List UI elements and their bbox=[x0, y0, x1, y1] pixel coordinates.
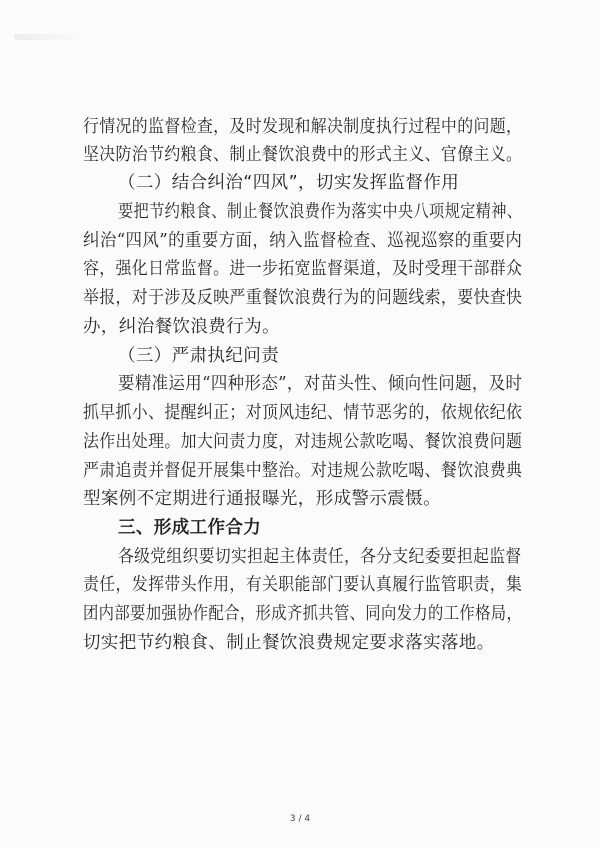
body-line-2: 坚决防治节约粮食、制止餐饮浪费中的形式主义、官僚主义。 bbox=[83, 145, 523, 165]
body-line-19: 切实把节约粮食、制止餐饮浪费规定要求落实落地。 bbox=[83, 633, 495, 653]
body-line-10: 要精准运用“四种形态”，对苗头性、倾向性问题，及时 bbox=[118, 374, 523, 394]
body-line-18: 团内部要加强协作配合，形成齐抓共管、同向发力的工作格局， bbox=[83, 604, 523, 624]
body-line-14: 型案例不定期进行通报曝光，形成警示震慑。 bbox=[83, 489, 441, 509]
subheading-2: （二）结合纠治“四风”，切实发挥监督作用 bbox=[118, 173, 460, 193]
body-line-5: 纠治“四风”的重要方面，纳入监督检查、巡视巡察的重要内 bbox=[83, 231, 523, 251]
body-line-7: 举报，对于涉及反映严重餐饮浪费行为的问题线索，要快查快 bbox=[83, 288, 523, 308]
body-line-12: 法作出处理。加大问责力度，对违规公款吃喝、餐饮浪费问题 bbox=[83, 432, 523, 452]
subheading-3: （三）严肃执纪问责 bbox=[118, 346, 280, 366]
section-heading-3: 三、形成工作合力 bbox=[118, 518, 262, 538]
body-line-17: 责任，发挥带头作用，有关职能部门要认真履行监管职责，集 bbox=[83, 575, 523, 595]
page-number: 3 / 4 bbox=[289, 814, 311, 824]
body-line-16: 各级党组织要切实担起主体责任，各分支纪委要担起监督 bbox=[118, 547, 522, 567]
body-line-4: 要把节约粮食、制止餐饮浪费作为落实中央八项规定精神、 bbox=[118, 202, 523, 222]
body-line-13: 严肃追责并督促开展集中整治。对违规公款吃喝、餐饮浪费典 bbox=[83, 461, 523, 481]
body-line-1: 行情况的监督检查，及时发现和解决制度执行过程中的问题， bbox=[83, 117, 523, 137]
scan-artifact bbox=[14, 34, 84, 40]
body-line-6: 容，强化日常监督。进一步拓宽监督渠道，及时受理干部群众 bbox=[83, 259, 523, 279]
body-line-8: 办，纠治餐饮浪费行为。 bbox=[83, 317, 280, 337]
body-line-11: 抓早抓小、提醒纠正；对顶风违纪、情节恶劣的，依规依纪依 bbox=[83, 403, 523, 423]
